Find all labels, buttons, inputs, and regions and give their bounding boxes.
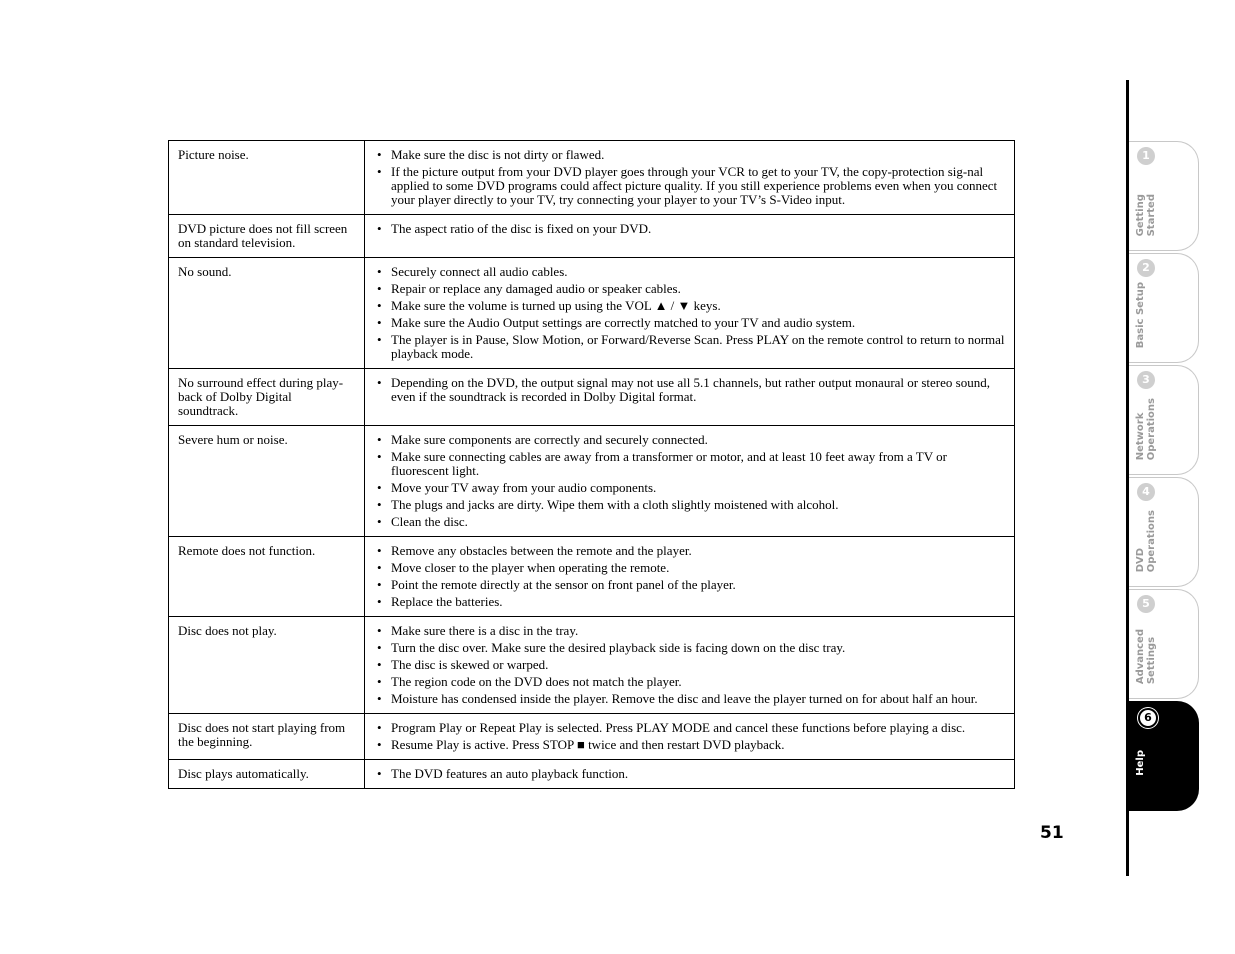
solution-item: • Make sure connecting cables are away from a transformer or motor, and at least 10 feet away from a TV or fluorescent light. xyxy=(374,450,1005,478)
tab-number-badge: 5 xyxy=(1137,595,1155,613)
tab-label: Getting Started xyxy=(1135,193,1157,236)
troubleshooting-table xyxy=(168,140,1015,789)
tab-label: Advanced Settings xyxy=(1135,628,1157,684)
tab-label: Help xyxy=(1135,750,1146,776)
table-row xyxy=(169,369,1015,426)
solution-item: • Repair or replace any damaged audio or speaker cables. xyxy=(374,282,1005,296)
solution-list xyxy=(374,433,1005,529)
solution-item: • Make sure there is a disc in the tray. xyxy=(374,624,1005,638)
problem-cell: Disc does not start playing from the beginning. xyxy=(169,714,365,760)
table-row xyxy=(169,141,1015,215)
tab-chapter-1[interactable] xyxy=(1129,141,1199,251)
solution-cell xyxy=(365,617,1015,714)
table-row xyxy=(169,760,1015,789)
solution-item: • Program Play or Repeat Play is selected. Press PLAY MODE and cancel these functions before playing a disc. xyxy=(374,721,1005,735)
problem-cell: Remote does not function. xyxy=(169,537,365,617)
solution-item: • Moisture has condensed inside the player. Remove the disc and leave the player turned on for about half an hour. xyxy=(374,692,1005,706)
problem-cell: No surround effect during play-back of Dolby Digital soundtrack. xyxy=(169,369,365,426)
solution-cell xyxy=(365,714,1015,760)
solution-cell xyxy=(365,537,1015,617)
table-row xyxy=(169,258,1015,369)
table-row xyxy=(169,537,1015,617)
solution-cell xyxy=(365,760,1015,789)
solution-list xyxy=(374,544,1005,609)
problem-cell: No sound. xyxy=(169,258,365,369)
tab-chapter-2[interactable] xyxy=(1129,253,1199,363)
tab-chapter-5[interactable] xyxy=(1129,589,1199,699)
table-row xyxy=(169,714,1015,760)
solution-item: • Point the remote directly at the sensor on front panel of the player. xyxy=(374,578,1005,592)
solution-cell xyxy=(365,141,1015,215)
solution-cell xyxy=(365,215,1015,258)
solution-cell xyxy=(365,426,1015,537)
solution-item: • Make sure the Audio Output settings are correctly matched to your TV and audio system. xyxy=(374,316,1005,330)
solution-item: • Resume Play is active. Press STOP ■ twice and then restart DVD playback. xyxy=(374,738,1005,752)
table-row xyxy=(169,426,1015,537)
solution-item: • Make sure the disc is not dirty or flawed. xyxy=(374,148,1005,162)
problem-cell: Severe hum or noise. xyxy=(169,426,365,537)
tab-number-badge: 3 xyxy=(1137,371,1155,389)
solution-item: • Move your TV away from your audio components. xyxy=(374,481,1005,495)
solution-item: • The plugs and jacks are dirty. Wipe them with a cloth slightly moistened with alcohol. xyxy=(374,498,1005,512)
solution-item: • The region code on the DVD does not match the player. xyxy=(374,675,1005,689)
solution-item: • Replace the batteries. xyxy=(374,595,1005,609)
solution-item: • The DVD features an auto playback function. xyxy=(374,767,1005,781)
solution-list xyxy=(374,222,1005,236)
tab-label: Network Operations xyxy=(1135,397,1157,460)
solution-item: • Clean the disc. xyxy=(374,515,1005,529)
solution-cell xyxy=(365,369,1015,426)
solution-item: • Turn the disc over. Make sure the desired playback side is facing down on the disc tray. xyxy=(374,641,1005,655)
solution-item: • Securely connect all audio cables. xyxy=(374,265,1005,279)
solution-item: • Depending on the DVD, the output signal may not use all 5.1 channels, but rather output monaural or stereo sound, even if the soundtrack is recorded in Dolby Digital format. xyxy=(374,376,1005,404)
tab-chapter-6[interactable] xyxy=(1129,701,1199,811)
solution-item: • Make sure components are correctly and securely connected. xyxy=(374,433,1005,447)
solution-item: • If the picture output from your DVD player goes through your VCR to get to your TV, the copy-protection sig-nal applied to some DVD programs could affect picture quality. If you still experience problems even when you connect your player directly to your TV, try connecting your player to your TV’s S-Video input. xyxy=(374,165,1005,207)
table-row xyxy=(169,617,1015,714)
solution-item: • Move closer to the player when operating the remote. xyxy=(374,561,1005,575)
solution-list xyxy=(374,721,1005,752)
tab-label: DVD Operations xyxy=(1135,509,1157,572)
solution-list xyxy=(374,767,1005,781)
problem-cell: Disc does not play. xyxy=(169,617,365,714)
solution-item: • The player is in Pause, Slow Motion, or Forward/Reverse Scan. Press PLAY on the remote control to return to normal playback mode. xyxy=(374,333,1005,361)
problem-cell: Disc plays automatically. xyxy=(169,760,365,789)
page-number: 51 xyxy=(1040,823,1064,843)
problem-cell: Picture noise. xyxy=(169,141,365,215)
problem-cell: DVD picture does not fill screen on standard television. xyxy=(169,215,365,258)
solution-cell xyxy=(365,258,1015,369)
solution-item: • The disc is skewed or warped. xyxy=(374,658,1005,672)
tab-chapter-4[interactable] xyxy=(1129,477,1199,587)
solution-item: • Remove any obstacles between the remote and the player. xyxy=(374,544,1005,558)
solution-list xyxy=(374,624,1005,706)
solution-list xyxy=(374,265,1005,361)
tab-number-badge: 6 xyxy=(1138,708,1158,728)
solution-item: • Make sure the volume is turned up using the VOL ▲ / ▼ keys. xyxy=(374,299,1005,313)
tab-chapter-3[interactable] xyxy=(1129,365,1199,475)
solution-list xyxy=(374,148,1005,207)
solution-list xyxy=(374,376,1005,404)
tab-number-badge: 4 xyxy=(1137,483,1155,501)
solution-item: • The aspect ratio of the disc is fixed on your DVD. xyxy=(374,222,1005,236)
tab-number-badge: 1 xyxy=(1137,147,1155,165)
tab-label: Basic Setup xyxy=(1135,281,1146,348)
table-row xyxy=(169,215,1015,258)
tab-number-badge: 2 xyxy=(1137,259,1155,277)
